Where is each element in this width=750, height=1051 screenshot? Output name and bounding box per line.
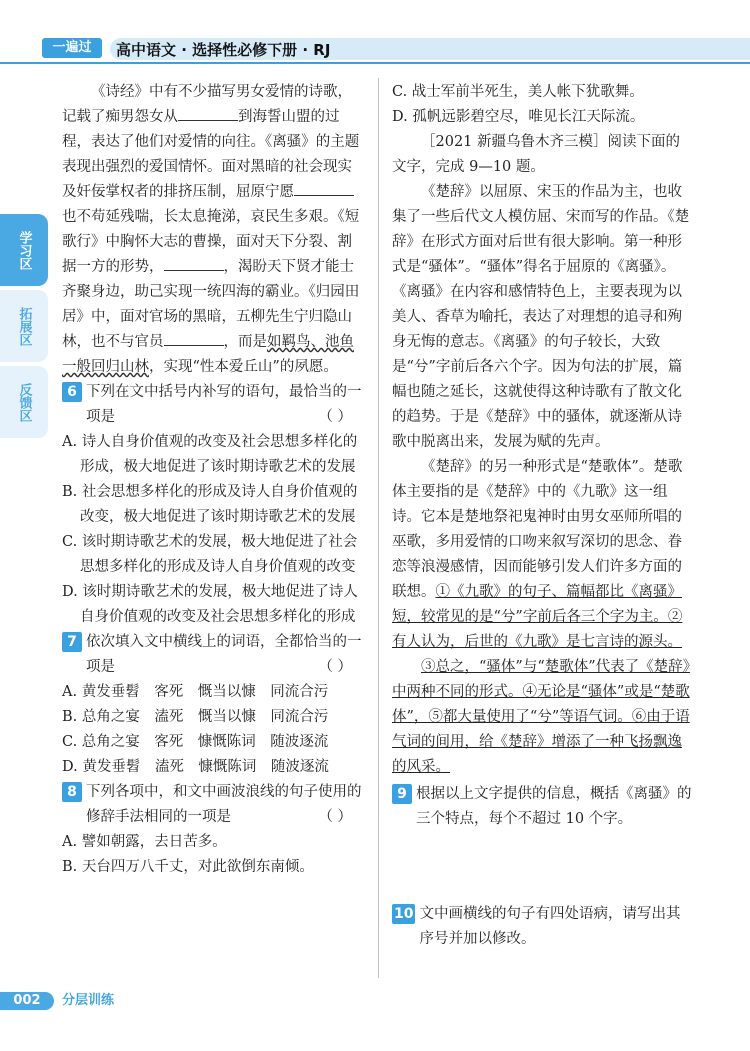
fill-blank-2[interactable] [294, 181, 354, 196]
passage-1-part5: ，而是 [223, 334, 267, 350]
page-number: 002 [0, 992, 54, 1010]
option-d[interactable]: D. 孤帆远影碧空尽，唯见长江天际流。 [392, 109, 645, 125]
fill-blank-3[interactable] [164, 256, 224, 271]
question-number: 7 [62, 632, 82, 652]
wavy-underlined-sentence: 如羁鸟、池鱼一般回归山林 [62, 334, 354, 375]
question-body [86, 780, 362, 830]
option-b[interactable]: B. 社会思想多样化的形成及诗人自身价值观的改变，极大地促进了该时期诗歌艺术的发展 [62, 484, 358, 525]
passage-2-para-2 [392, 455, 692, 655]
page-header [0, 28, 750, 68]
passage-2-para-1: 《楚辞》以屈原、宋玉的作品为主，也收集了一些后代文人模仿屈、宋而写的作品。《楚辞》在形式方面对后世有很大影响。第一种形式是“骚体”。“骚体”得名于屈原的《离骚》。《离骚》在内容和感情特色上，主要表现为以美人、香草为喻托，表达了对理想的追寻和殉身无悔的意志。《离骚》的句子较长，大致是“兮”字前后各六个字。因为句法的扩展，篇幅也随之延长，这就使得这种诗歌有了散文化的趋势。于是《楚辞》中的骚体，就逐渐从诗歌中脱离出来，发展为赋的先声。 [392, 184, 690, 450]
side-tab-study[interactable]: 学习区 [0, 214, 48, 286]
option-b[interactable]: B. 总角之宴 溘死 慨当以慷 同流合污 [62, 709, 329, 725]
series-logo: 一遍过 [42, 38, 102, 58]
page-footer [0, 992, 750, 1012]
underlined-sentences-2: ③总之，“骚体”与“楚歌体”代表了《楚辞》中两种不同的形式。④无论是“骚体”或是“楚歌体”，⑤都大量使用了“兮”等语气词。⑥由于语气词的间用，给《楚辞》增添了一种飞扬飘逸的风采。 [392, 659, 690, 775]
underlined-sentences-1: ①《九歌》的句子、篇幅都比《离骚》短，较常见的是“兮”字前后各三个字为主。②有人认为，后世的《九歌》是七言诗的源头。 [392, 584, 683, 650]
question-stem: 下列各项中，和文中画波浪线的句子使用的修辞手法相同的一项是 [86, 784, 362, 825]
right-column [392, 80, 692, 1012]
side-tab-extend[interactable]: 拓展区 [0, 290, 48, 362]
question-number: 10 [394, 906, 414, 922]
passage-1-part4: ，渴盼天下贤才能士齐聚身边，助己实现一统四海的霸业。《归园田居》中，面对官场的黑暗，五柳先生宁归隐山林，也不与官员 [62, 259, 360, 350]
question-10 [392, 902, 692, 952]
answer-paren[interactable]: （ ） [318, 409, 352, 425]
answer-paren[interactable]: （ ） [318, 809, 352, 825]
passage-2-para-2-text: 《楚辞》的另一种形式是“楚歌体”。楚歌体主要指的是《楚辞》中的《九歌》这一组诗。它本是楚地祭祀鬼神时由男女巫师所唱的巫歌，多用爱情的口吻来叙写深切的思念、眷恋等浪漫感情，因而能够引发人们许多方面的联想。 [392, 459, 683, 600]
answer-paren[interactable]: （ ） [318, 659, 352, 675]
book-title: 高中语文 · 选择性必修下册 · RJ [116, 41, 331, 59]
question-number: 6 [62, 382, 82, 402]
passage-1-part1: 《诗经》中有不少描写男女爱情的诗歌，记载了痴男怨女从 [62, 84, 352, 125]
option-c[interactable]: C. 该时期诗歌艺术的发展，极大地促进了社会思想多样化的形成及诗人自身价值观的改变 [62, 534, 358, 575]
question-stem: 依次填入文中横线上的词语，全都恰当的一项是 [86, 634, 362, 675]
question-stem: 下列在文中括号内补写的语句，最恰当的一项是 [86, 384, 362, 425]
side-tab-feedback[interactable]: 反馈区 [0, 366, 48, 438]
option-a[interactable]: A. 黄发垂髫 客死 慨当以慷 同流合污 [62, 684, 329, 700]
fill-blank-4[interactable] [164, 331, 224, 346]
question-stem: 根据以上文字提供的信息，概括《离骚》的三个特点，每个不超过 10 个字。 [416, 786, 692, 827]
option-c[interactable]: C. 总角之宴 客死 慷慨陈词 随波逐流 [62, 734, 329, 750]
side-tabs [0, 214, 48, 442]
option-a[interactable]: A. 诗人自身价值观的改变及社会思想多样化的形成，极大地促进了该时期诗歌艺术的发展 [62, 434, 358, 475]
option-a[interactable]: A. 譬如朝露，去日苦多。 [62, 834, 227, 850]
question-body [86, 380, 362, 430]
option-c[interactable]: C. 战士军前半死生，美人帐下犹歌舞。 [392, 84, 644, 100]
question-9 [392, 782, 692, 832]
question-8 [62, 780, 362, 830]
question-body [86, 630, 362, 680]
question-number: 9 [392, 784, 412, 804]
option-d[interactable]: D. 该时期诗歌艺术的发展，极大地促进了诗人自身价值观的改变及社会思想多样化的形成 [62, 584, 358, 625]
question-stem: 文中画横线的句子有四处语病，请写出其序号并加以修改。 [419, 906, 681, 947]
fill-blank-1[interactable] [178, 106, 238, 121]
passage-1-part2: 到海誓山盟的过程，表达了他们对爱情的向往。《离骚》的主题表现出强烈的爱国情怀。面对黑暗的社会现实及奸佞掌权者的排挤压制，屈原宁愿 [62, 109, 360, 200]
answer-area-9[interactable] [392, 832, 692, 902]
source-note: ［2021 新疆乌鲁木齐三模］阅读下面的文字，完成 9—10 题。 [392, 134, 681, 175]
passage-1-part3: 也不苟延残喘，长太息掩涕，哀民生多艰。《短歌行》中胸怀大志的曹操，面对天下分裂、割据一方的形势， [62, 209, 360, 275]
question-7 [62, 630, 362, 680]
option-b[interactable]: B. 天台四万八千丈，对此欲倒东南倾。 [62, 859, 314, 875]
passage-1-part6: ，实现“性本爱丘山”的夙愿。 [149, 359, 338, 375]
header-rule [0, 62, 750, 64]
footer-label: 分层训练 [62, 993, 115, 1008]
left-column [62, 80, 362, 880]
question-number: 8 [62, 782, 82, 802]
option-d[interactable]: D. 黄发垂髫 溘死 慷慨陈词 随波逐流 [62, 759, 329, 775]
passage-1 [62, 80, 362, 380]
question-6 [62, 380, 362, 430]
column-divider [378, 78, 379, 978]
